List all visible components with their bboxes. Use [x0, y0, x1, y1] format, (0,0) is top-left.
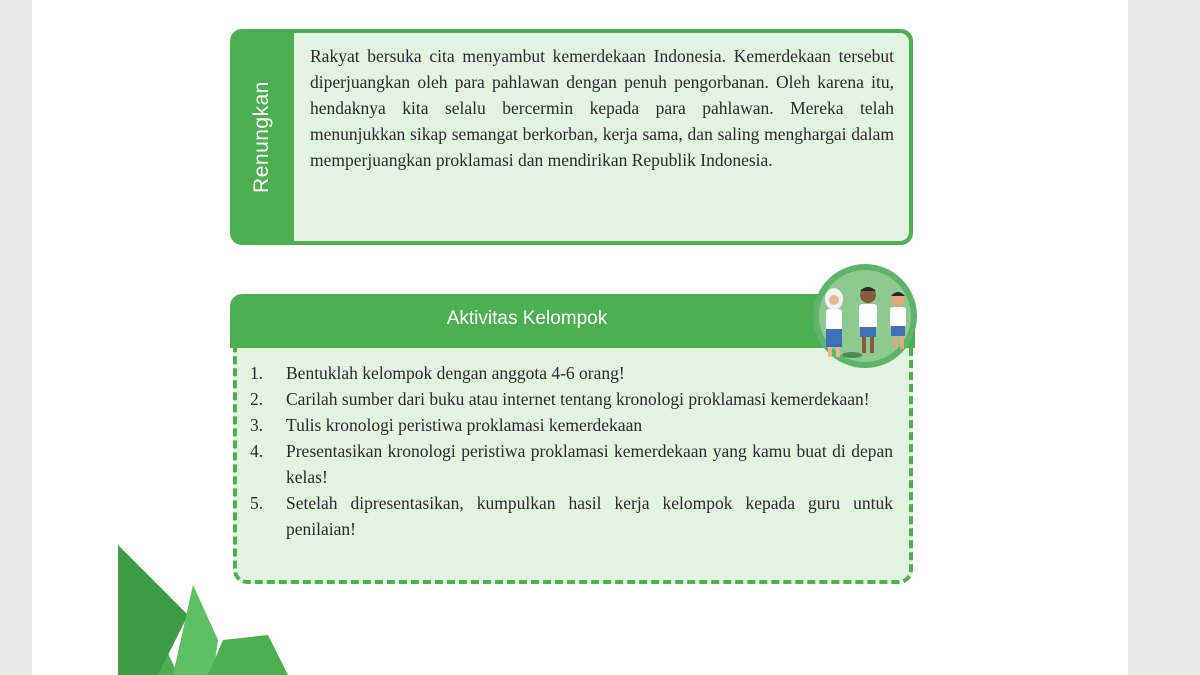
list-number: 2.	[250, 389, 264, 409]
list-item	[250, 412, 893, 438]
list-text: Carilah sumber dari buku atau internet tentang kronologi proklamasi kemerdekaan!	[286, 389, 870, 409]
list-number: 5.	[250, 493, 264, 513]
renungkan-body	[294, 33, 909, 241]
list-number: 1.	[250, 363, 264, 383]
activity-list	[250, 360, 893, 542]
list-text: Tulis kronologi peristiwa proklamasi kemerdekaan	[286, 415, 643, 435]
list-text: Setelah dipresentasikan, kumpulkan hasil kerja kelompok kepada guru untuk penilaian!	[286, 493, 893, 539]
students-illustration	[812, 263, 918, 369]
renungkan-tab	[230, 29, 294, 245]
renungkan-label: Renungkan	[250, 81, 274, 193]
list-text: Bentuklah kelompok dengan anggota 4-6 orang!	[286, 363, 625, 383]
renungkan-box	[230, 29, 913, 245]
list-text: Presentasikan kronologi peristiwa proklamasi kemerdekaan yang kamu buat di depan kelas!	[286, 441, 893, 487]
activity-title: Aktivitas Kelompok	[446, 308, 608, 329]
leaf-decoration	[118, 545, 288, 675]
list-number: 3.	[250, 415, 264, 435]
list-item	[250, 386, 893, 412]
list-item	[250, 360, 893, 386]
list-item	[250, 490, 893, 542]
list-item	[250, 438, 893, 490]
renungkan-text: Rakyat bersuka cita menyambut kemerdekaan Indonesia. Kemerdekaan tersebut diperjuangkan oleh para pahlawan dengan penuh pengorbanan. Oleh karena itu, hendaknya kita selalu bercermin kepada para pahlawan. Mereka telah menunjukkan sikap semangat berkorban, kerja sama, dan saling menghargai dalam memperjuangkan proklamasi dan mendirikan Republik Indonesia.	[310, 46, 894, 170]
list-number: 4.	[250, 441, 264, 461]
